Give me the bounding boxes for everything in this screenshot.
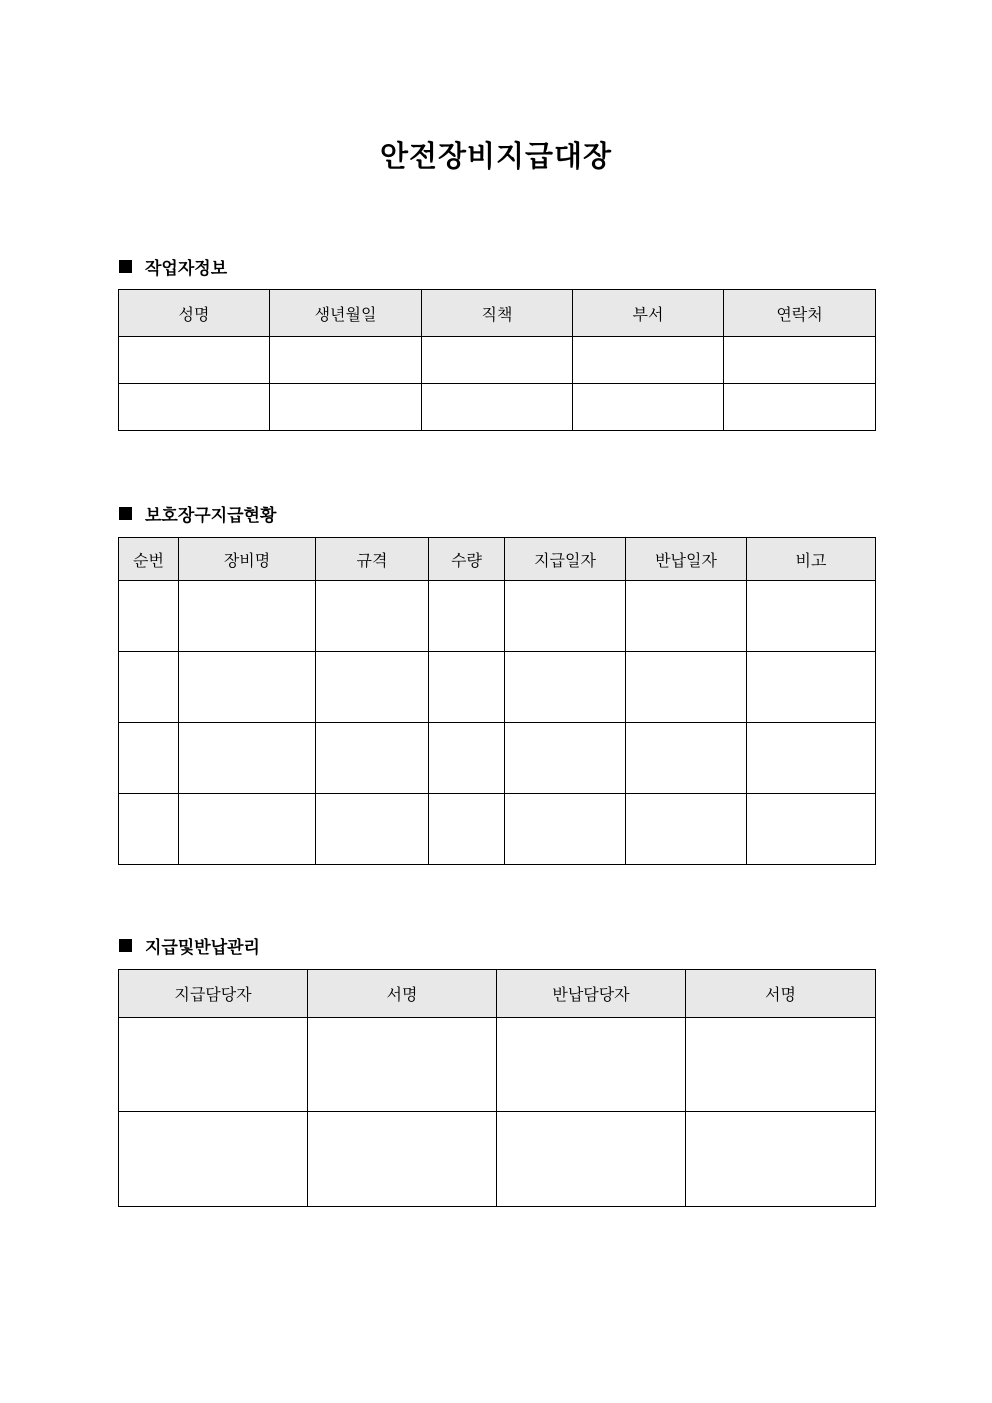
input-cell[interactable] bbox=[119, 1018, 308, 1112]
input-cell[interactable] bbox=[429, 723, 505, 794]
column-header: 순번 bbox=[119, 538, 179, 581]
input-cell[interactable] bbox=[747, 723, 876, 794]
input-cell[interactable] bbox=[179, 652, 316, 723]
table-row bbox=[119, 652, 876, 723]
table-row bbox=[119, 1018, 876, 1112]
worker-info-table bbox=[118, 289, 876, 431]
document-title: 안전장비지급대장 bbox=[379, 139, 613, 173]
input-cell[interactable] bbox=[316, 794, 429, 865]
column-header: 서명 bbox=[686, 970, 876, 1018]
column-header: 성명 bbox=[119, 290, 270, 337]
input-cell[interactable] bbox=[119, 652, 179, 723]
input-cell[interactable] bbox=[179, 581, 316, 652]
input-cell[interactable] bbox=[497, 1018, 686, 1112]
input-cell[interactable] bbox=[316, 723, 429, 794]
input-cell[interactable] bbox=[119, 1112, 308, 1207]
column-header: 장비명 bbox=[179, 538, 316, 581]
input-cell[interactable] bbox=[626, 794, 747, 865]
table-row bbox=[119, 794, 876, 865]
section-title: 작업자정보 bbox=[145, 259, 228, 279]
input-cell[interactable] bbox=[422, 384, 573, 431]
input-cell[interactable] bbox=[429, 652, 505, 723]
signature-cell[interactable] bbox=[308, 1018, 497, 1112]
square-bullet-icon bbox=[119, 260, 132, 273]
input-cell[interactable] bbox=[505, 652, 626, 723]
input-cell[interactable] bbox=[119, 794, 179, 865]
input-cell[interactable] bbox=[429, 794, 505, 865]
input-cell[interactable] bbox=[179, 794, 316, 865]
section-heading-worker-info bbox=[119, 254, 227, 279]
input-cell[interactable] bbox=[573, 384, 724, 431]
input-cell[interactable] bbox=[747, 652, 876, 723]
input-cell[interactable] bbox=[505, 794, 626, 865]
input-cell[interactable] bbox=[497, 1112, 686, 1207]
table-header-row bbox=[119, 538, 876, 581]
table-header-row bbox=[119, 290, 876, 337]
equipment-table bbox=[118, 537, 876, 865]
input-cell[interactable] bbox=[270, 337, 422, 384]
column-header: 연락처 bbox=[724, 290, 876, 337]
square-bullet-icon bbox=[119, 939, 132, 952]
table-row bbox=[119, 1112, 876, 1207]
input-cell[interactable] bbox=[270, 384, 422, 431]
column-header: 서명 bbox=[308, 970, 497, 1018]
table-row bbox=[119, 723, 876, 794]
section-title: 보호장구지급현황 bbox=[145, 506, 277, 526]
column-header: 생년월일 bbox=[270, 290, 422, 337]
input-cell[interactable] bbox=[626, 723, 747, 794]
input-cell[interactable] bbox=[119, 337, 270, 384]
column-header: 반납일자 bbox=[626, 538, 747, 581]
input-cell[interactable] bbox=[626, 652, 747, 723]
input-cell[interactable] bbox=[316, 581, 429, 652]
input-cell[interactable] bbox=[747, 794, 876, 865]
column-header: 규격 bbox=[316, 538, 429, 581]
input-cell[interactable] bbox=[119, 581, 179, 652]
input-cell[interactable] bbox=[724, 384, 876, 431]
input-cell[interactable] bbox=[179, 723, 316, 794]
input-cell[interactable] bbox=[119, 723, 179, 794]
table-row bbox=[119, 384, 876, 431]
input-cell[interactable] bbox=[119, 384, 270, 431]
column-header: 반납담당자 bbox=[497, 970, 686, 1018]
input-cell[interactable] bbox=[316, 652, 429, 723]
table-row bbox=[119, 581, 876, 652]
input-cell[interactable] bbox=[747, 581, 876, 652]
column-header: 직책 bbox=[422, 290, 573, 337]
input-cell[interactable] bbox=[626, 581, 747, 652]
input-cell[interactable] bbox=[505, 723, 626, 794]
management-table bbox=[118, 969, 876, 1207]
section-heading-management bbox=[119, 933, 260, 958]
square-bullet-icon bbox=[119, 507, 132, 520]
input-cell[interactable] bbox=[422, 337, 573, 384]
column-header: 수량 bbox=[429, 538, 505, 581]
section-title: 지급및반납관리 bbox=[145, 938, 260, 958]
table-row bbox=[119, 337, 876, 384]
column-header: 비고 bbox=[747, 538, 876, 581]
signature-cell[interactable] bbox=[686, 1018, 876, 1112]
signature-cell[interactable] bbox=[686, 1112, 876, 1207]
input-cell[interactable] bbox=[505, 581, 626, 652]
column-header: 부서 bbox=[573, 290, 724, 337]
section-heading-equipment bbox=[119, 501, 276, 526]
input-cell[interactable] bbox=[429, 581, 505, 652]
column-header: 지급담당자 bbox=[119, 970, 308, 1018]
column-header: 지급일자 bbox=[505, 538, 626, 581]
signature-cell[interactable] bbox=[308, 1112, 497, 1207]
input-cell[interactable] bbox=[724, 337, 876, 384]
table-header-row bbox=[119, 970, 876, 1018]
input-cell[interactable] bbox=[573, 337, 724, 384]
